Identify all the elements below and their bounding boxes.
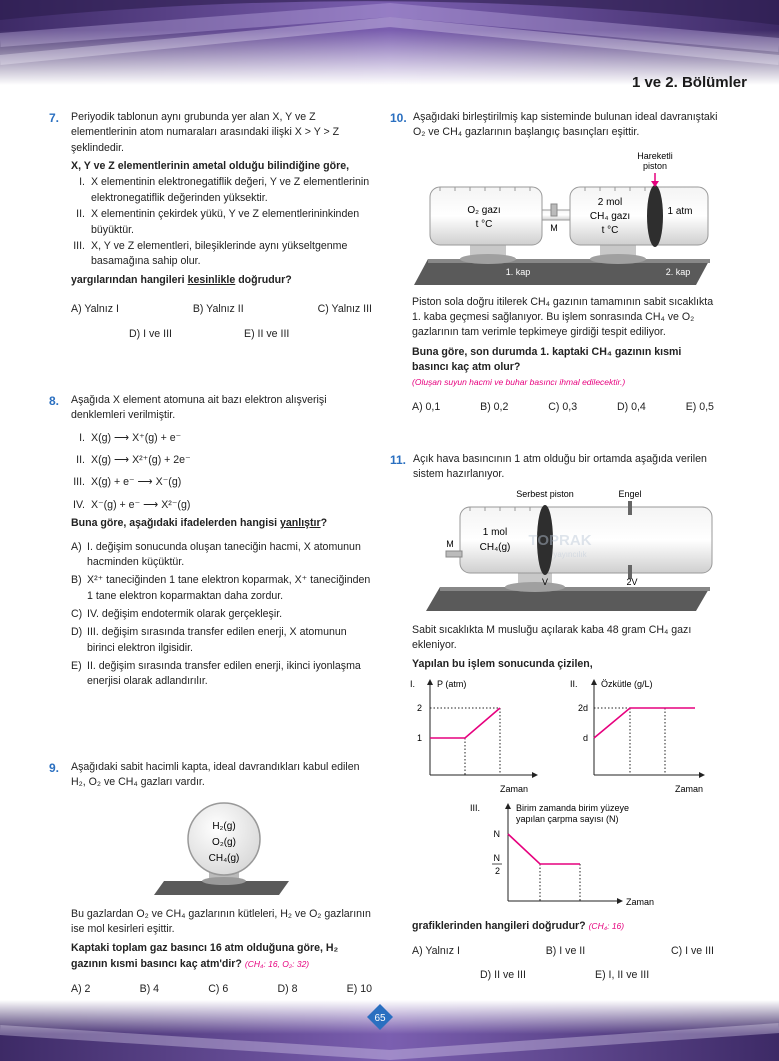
question-text: Aşağıda X element atomuna ait bazı elektron alışverişi denklemleri verilmiştir. — [71, 394, 327, 422]
y-tick-d: d — [582, 732, 588, 743]
watermark-sub: yayıncılık — [553, 549, 587, 559]
right-temp-label: t °C — [601, 224, 619, 236]
left-temp-label: t °C — [475, 218, 493, 230]
question-11 — [390, 452, 718, 983]
item-numeral: III. — [73, 239, 85, 252]
option-a[interactable]: A) 0,1 — [412, 400, 441, 413]
y-tick-n-half-num: N — [493, 852, 500, 863]
mol-label: 1 mol — [482, 526, 508, 538]
question-ask: Yapılan bu işlem sonucunda çizilen, — [412, 658, 593, 671]
option-a[interactable]: A) Yalnız I — [412, 945, 460, 958]
question-text-2: Piston sola doğru itilerek CH₄ gazının tamamının sabit sıcaklıkta 1. kaba geçmesi sağlanıyor. Bu işlem sonrasında CH₄ ve O₂ gazlarının tam verimle tepkimeye girdiği tespit ediliyor. — [412, 295, 714, 339]
x-arrow-icon — [699, 772, 705, 778]
option-d[interactable]: D) II ve III — [480, 968, 526, 981]
valve-m — [446, 551, 462, 557]
question-text: Açık hava basıncının 1 atm olduğu bir ortamda aşağıda verilen sistem hazırlanıyor. — [413, 453, 707, 481]
option-a[interactable]: A) Yalnız I — [71, 302, 119, 315]
question-text-2: Bu gazlardan O₂ ve CH₄ gazlarının kütleleri, H₂ ve O₂ gazlarının ise mol kesirleri eşittir. — [71, 907, 371, 936]
option-b[interactable]: B) X²⁺ taneciğinden 1 tane elektron koparmak, X⁺ taneciğinden 1 tane elektron koparmaktan daha zordur. — [71, 574, 371, 602]
section-title: 1 ve 2. Bölümler — [631, 74, 747, 91]
vessel-2-label: 2. kap — [665, 266, 691, 277]
y-axis-label: Özkütle (g/L) — [601, 678, 653, 689]
piston-label: Serbest piston — [516, 488, 574, 499]
question-lead: X, Y ve Z elementlerinin ametal olduğu bilindiğine göre, — [71, 160, 350, 173]
page-number: 65 — [374, 1013, 386, 1024]
x-axis-label: Zaman — [675, 783, 704, 794]
item-numeral: II. — [76, 208, 85, 221]
question-9 — [49, 760, 376, 998]
flask-gas-ch4: CH₄(g) — [208, 852, 240, 864]
option-e[interactable]: E) 10 — [346, 983, 372, 996]
option-d[interactable]: D) III. değişim sırasında transfer edilen enerji, X atomunun birinci elektron ilgisidir. — [71, 626, 347, 654]
x-axis-label: Zaman — [500, 783, 529, 794]
option-c[interactable]: C) I ve III — [671, 945, 714, 958]
question-number: 10. — [390, 111, 407, 125]
item-numeral: II. — [76, 454, 85, 467]
option-d[interactable]: D) 8 — [277, 983, 298, 996]
option-e[interactable]: E) II. değişim sırasında transfer edilen enerji, ikinci iyonlaşma enerjisi olarak adlandırılır. — [71, 660, 361, 688]
curve — [594, 708, 695, 738]
question-text: Aşağıdaki birleştirilmiş kap sisteminde bulunan ideal davranıştaki O₂ ve CH₄ gazlarının başlangıç basınçları eşittir. — [413, 111, 718, 139]
question-number: 11. — [390, 453, 407, 467]
piston-label-2: piston — [642, 160, 668, 171]
atm-label: 1 atm — [667, 205, 693, 217]
question-note: (Oluşan suyun hacmi ve buhar basıncı ihmal edilecektir.) — [412, 376, 626, 387]
option-d[interactable]: D) I ve III — [129, 328, 172, 341]
right-gas-label: CH₄ gazı — [589, 210, 631, 222]
movable-piston — [647, 185, 663, 247]
question-ask-2: grafiklerinden hangileri doğrudur? (CH₄: 16) — [412, 919, 625, 932]
option-c[interactable]: C) IV. değişim endotermik olarak gerçekleşir. — [71, 607, 283, 620]
y-tick-n-half-den: 2 — [494, 865, 500, 876]
y-tick-2d: 2d — [577, 702, 588, 713]
flask-gas-h2: H₂(g) — [212, 820, 236, 832]
question-10 — [390, 110, 718, 415]
flask-figure — [149, 801, 299, 901]
curve — [508, 834, 580, 864]
option-e[interactable]: E) 0,5 — [685, 400, 714, 413]
option-e[interactable]: E) II ve III — [244, 328, 290, 341]
curve — [430, 708, 500, 738]
valve-label: M — [446, 538, 454, 549]
question-number: 7. — [49, 111, 60, 125]
option-d[interactable]: D) 0,4 — [616, 400, 646, 413]
option-c[interactable]: C) 0,3 — [548, 400, 578, 413]
valve-label: M — [550, 222, 558, 233]
y-tick-n: N — [493, 828, 500, 839]
gas-label: CH₄(g) — [479, 541, 511, 553]
item-numeral: III. — [73, 476, 85, 489]
question-ask: Kaptaki toplam gaz basıncı 16 atm olduğuna göre, H₂ gazının kısmi basıncı kaç atm'dir? (CH₄: 16, O₂: 32) — [71, 942, 339, 970]
right-mol-label: 2 mol — [597, 196, 623, 208]
statement: X elementinin çekirdek yükü, Y ve Z elementlerininkinden büyüktür. — [91, 208, 360, 236]
graph-1 — [410, 677, 540, 795]
y-tick-1: 1 — [416, 732, 422, 743]
piston-cylinder-figure — [410, 487, 715, 617]
y-arrow-icon — [505, 803, 511, 809]
left-gas-label: O₂ gazı — [467, 204, 501, 216]
option-c[interactable]: C) Yalnız III — [317, 302, 372, 315]
y-arrow-icon — [591, 679, 597, 685]
option-b[interactable]: B) 0,2 — [480, 400, 509, 413]
question-number: 8. — [49, 394, 60, 408]
piston-label-1: Hareketli — [637, 150, 673, 161]
arrow-icon — [651, 181, 659, 187]
equation: X(g) ⟶ X⁺(g) + e⁻ — [91, 431, 182, 444]
statement: X, Y ve Z elementleri, bileşiklerinde aynı yükseltgenme basamağına sahip olur. — [91, 239, 348, 268]
graph-numeral: I. — [410, 678, 416, 689]
v-label: V — [541, 576, 549, 587]
flask-gas-o2: O₂(g) — [212, 836, 236, 848]
page-number-badge — [367, 1004, 393, 1030]
y-axis-label: P (atm) — [437, 678, 467, 689]
vessel-1-label: 1. kap — [505, 266, 531, 277]
question-ask: Buna göre, aşağıdaki ifadelerden hangisi yanlıştır? — [71, 517, 328, 530]
question-ask: Buna göre, son durumda 1. kaptaki CH₄ gazının kısmi basıncı kaç atm olur? — [412, 345, 682, 374]
x-arrow-icon — [532, 772, 538, 778]
x-axis-label: Zaman — [626, 896, 655, 907]
question-8 — [49, 393, 376, 690]
vessel-1 — [430, 187, 542, 245]
question-ask: yargılarından hangileri kesinlikle doğrudur? — [71, 273, 292, 286]
equation: X⁻(g) + e⁻ ⟶ X²⁻(g) — [91, 498, 191, 511]
equation: X(g) + e⁻ ⟶ X⁻(g) — [91, 476, 182, 489]
graph-numeral: II. — [570, 678, 578, 689]
graph-3 — [470, 801, 660, 913]
barrier-label: Engel — [618, 488, 642, 499]
graph-2 — [570, 677, 710, 795]
question-text: Aşağıdaki sabit hacimli kapta, ideal davrandıkları kabul edilen H₂, O₂ ve CH₄ gazları vardır. — [71, 761, 360, 789]
y-axis-label-2: yapılan çarpma sayısı (N) — [516, 813, 619, 824]
2v-label: 2V — [626, 576, 638, 587]
option-b[interactable]: B) Yalnız II — [192, 302, 244, 315]
option-a[interactable]: A) I. değişim sonucunda oluşan taneciğin hacmi, X atomunun hacminden küçüktür. — [71, 540, 361, 568]
barrier — [628, 501, 632, 515]
option-b[interactable]: B) I ve II — [545, 945, 586, 958]
y-tick-2: 2 — [416, 702, 422, 713]
watermark-brand: TOPRAK — [528, 531, 592, 549]
option-c[interactable]: C) 6 — [208, 983, 229, 996]
y-arrow-icon — [427, 679, 433, 685]
question-7 — [49, 110, 376, 343]
option-e[interactable]: E) I, II ve III — [595, 968, 650, 981]
connected-vessels-figure — [410, 147, 715, 287]
question-text: Periyodik tablonun aynı grubunda yer alan X, Y ve Z elementlerinin atom numaraları arasındaki ilişki X > Y > Z şeklindedir. — [71, 111, 340, 154]
question-text-2: Sabit sıcaklıkta M musluğu açılarak kaba 48 gram CH₄ gazı ekleniyor. — [412, 623, 692, 652]
y-axis-label-1: Birim zamanda birim yüzeye — [516, 802, 630, 813]
item-numeral: I. — [79, 176, 85, 189]
valve-m — [551, 204, 557, 216]
item-numeral: I. — [79, 431, 85, 444]
equation: X(g) ⟶ X²⁺(g) + 2e⁻ — [91, 454, 191, 467]
option-a[interactable]: A) 2 — [71, 983, 91, 996]
x-arrow-icon — [617, 898, 623, 904]
graph-numeral: III. — [470, 802, 481, 813]
question-number: 9. — [49, 761, 60, 775]
option-b[interactable]: B) 4 — [139, 983, 160, 996]
statement: X elementinin elektronegatiflik değeri, Y ve Z elementlerinin elektronegatiflik değerinden yüksektir. — [91, 176, 370, 204]
item-numeral: IV. — [73, 498, 85, 511]
